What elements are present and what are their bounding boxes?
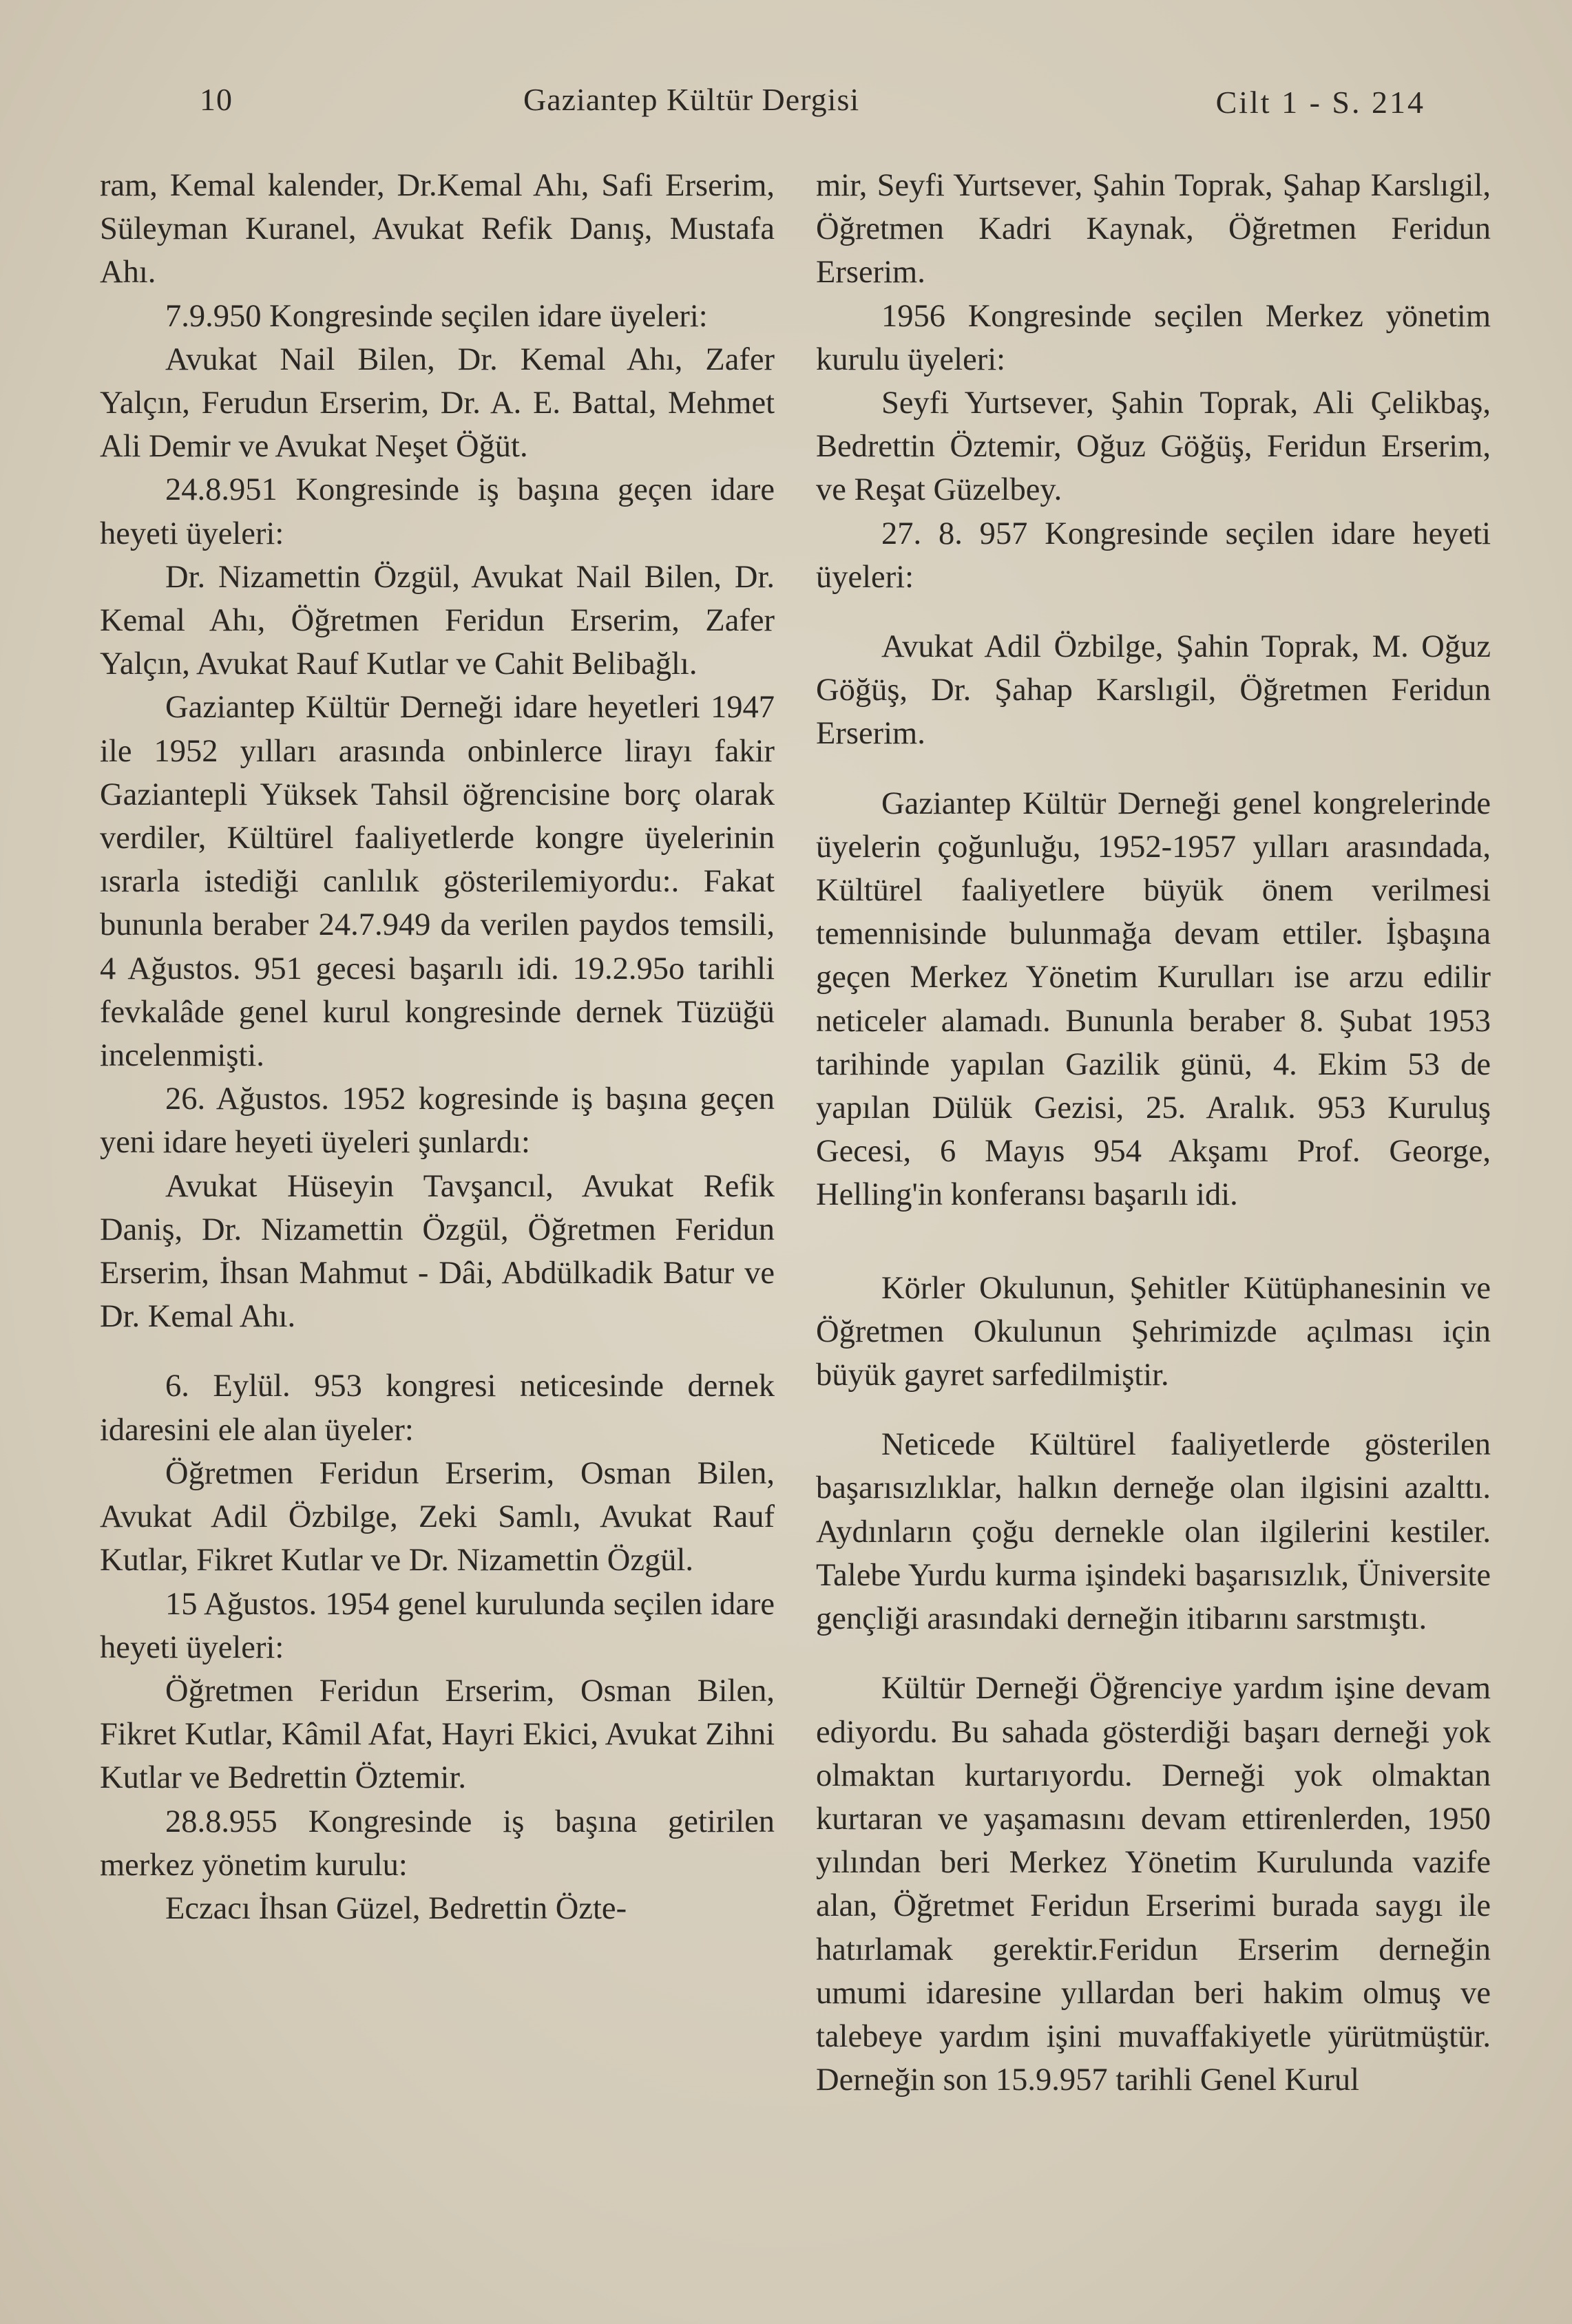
left-column — [100, 164, 775, 1930]
right-paragraph: 27. 8. 957 Kongresinde seçilen idare heyeti üyeleri: — [816, 516, 1491, 595]
left-paragraph: Öğretmen Feridun Erserim, Osman Bilen, Fikret Kutlar, Kâmil Afat, Hayri Ekici, Avukat Zihni Kutlar ve Bedrettin Öztemir. — [100, 1673, 775, 1796]
volume-issue: Cilt 1 - S. 214 — [1215, 85, 1425, 120]
left-paragraph: ram, Kemal kalender, Dr.Kemal Ahı, Safi Erserim, Süleyman Kuranel, Avukat Refik Danış, Mustafa Ahı. — [100, 168, 775, 290]
journal-title: Gaziantep Kültür Dergisi — [523, 82, 860, 117]
left-paragraph: 7.9.950 Kongresinde seçilen idare üyeleri: — [165, 298, 708, 334]
right-paragraph: Kültür Derneği Öğrenciye yardım işine devam ediyordu. Bu sahada gösterdiği başarı derneği yok olmaktan kurtarıyordu. Derneği yok olmaktan kurtaran ve yaşamasını devam ettirenlerden, 1950 yılından beri Merkez Yönetim Kurulunda vazife alan, Öğretmet Feridun Erserimi burada saygı ile hatırlamak gerektir.Feridun Erserim derneğin umumi idaresine yıllardan beri hakim olmuş ve talebeye yardım işini muvaffakiyetle yürütmüştür. Derneğin son 15.9.957 tarihli Genel Kurul — [816, 1671, 1491, 2098]
left-paragraph: Dr. Nizamettin Özgül, Avukat Nail Bilen, Dr. Kemal Ahı, Öğretmen Feridun Erserim, Zafer Yalçın, Avukat Rauf Kutlar ve Cahit Belibağlı. — [100, 559, 775, 682]
right-paragraph: Seyfi Yurtsever, Şahin Toprak, Ali Çelikbaş, Bedrettin Öztemir, Oğuz Göğüş, Feridun Erserim, ve Reşat Güzelbey. — [816, 385, 1491, 508]
left-paragraph: 26. Ağustos. 1952 kogresinde iş başına geçen yeni idare heyeti üyeleri şunlardı: — [100, 1081, 775, 1161]
left-paragraph: 15 Ağustos. 1954 genel kurulunda seçilen idare heyeti üyeleri: — [100, 1586, 775, 1665]
left-paragraph: Öğretmen Feridun Erserim, Osman Bilen, Avukat Adil Özbilge, Zeki Samlı, Avukat Rauf Kutlar, Fikret Kutlar ve Dr. Nizamettin Özgül. — [100, 1455, 775, 1578]
right-paragraph: Neticede Kültürel faaliyetlerde gösterilen başarısızlıklar, halkın derneğe olan ilgisini azalttı. Aydınların çoğu dernekle olan ilgilerini kestiler. Talebe Yurdu kurma işindeki başarısızlık, Üniversite gençliği arasındaki derneğin itibarını sarstmıştı. — [816, 1427, 1491, 1637]
right-column — [816, 164, 1491, 2102]
left-paragraph: Avukat Hüseyin Tavşancıl, Avukat Refik Daniş, Dr. Nizamettin Özgül, Öğretmen Feridun Erserim, İhsan Mahmut - Dâi, Abdülkadik Batur ve Dr. Kemal Ahı. — [100, 1168, 775, 1335]
right-paragraph: Gaziantep Kültür Derneği genel kongrelerinde üyelerin çoğunluğu, 1952-1957 yılları arasındada, Kültürel faaliyetlere büyük önem verilmesi temennisinde bulunmağa devam ettiler. İşbaşına geçen Merkez Yönetim Kurulları ise arzu edilir neticeler alamadı. Bununla beraber 8. Şubat 1953 tarihinde yapılan Gazilik günü, 4. Ekim 53 de yapılan Dülük Gezisi, 25. Aralık. 953 Kuruluş Gecesi, 6 Mayıs 954 Akşamı Prof. George, Helling'in konferansı başarılı idi. — [816, 785, 1491, 1213]
left-paragraph: 28.8.955 Kongresinde iş başına getirilen merkez yönetim kurulu: — [100, 1804, 775, 1883]
left-paragraph: Eczacı İhsan Güzel, Bedrettin Özte- — [165, 1890, 627, 1926]
right-paragraph: mir, Seyfi Yurtsever, Şahin Toprak, Şahap Karslıgil, Öğretmen Kadri Kaynak, Öğretmen Feridun Erserim. — [816, 168, 1491, 290]
left-paragraph: 24.8.951 Kongresinde iş başına geçen idare heyeti üyeleri: — [100, 472, 775, 551]
right-paragraph: Körler Okulunun, Şehitler Kütüphanesinin ve Öğretmen Okulunun Şehrimizde açılması için büyük gayret sarfedilmiştir. — [816, 1270, 1491, 1393]
left-paragraph: Avukat Nail Bilen, Dr. Kemal Ahı, Zafer Yalçın, Ferudun Erserim, Dr. A. E. Battal, Mehmet Ali Demir ve Avukat Neşet Öğüt. — [100, 341, 775, 465]
left-paragraph: 6. Eylül. 953 kongresi neticesinde dernek idaresini ele alan üyeler: — [100, 1369, 775, 1448]
right-paragraph: Avukat Adil Özbilge, Şahin Toprak, M. Oğuz Göğüş, Dr. Şahap Karslıgil, Öğretmen Feridun Erserim. — [816, 629, 1491, 752]
left-paragraph: Gaziantep Kültür Derneği idare heyetleri 1947 ile 1952 yılları arasında onbinlerce lirayı fakir Gaziantepli Yüksek Tahsil öğrencisine borç olarak verdiler, Kültürel faaliyetlerde kongre üyelerinin ısrarla istediği canlılık gösterilemiyordu:. Fakat bununla beraber 24.7.949 da verilen paydos temsili, 4 Ağustos. 951 gecesi başarılı idi. 19.2.95o tarihli fevkalâde genel kurul kongresinde dernek Tüzüğü incelenmişti. — [100, 690, 775, 1074]
page-number: 10 — [200, 82, 233, 117]
running-header — [200, 81, 1460, 129]
right-paragraph: 1956 Kongresinde seçilen Merkez yönetim kurulu üyeleri: — [816, 298, 1491, 377]
